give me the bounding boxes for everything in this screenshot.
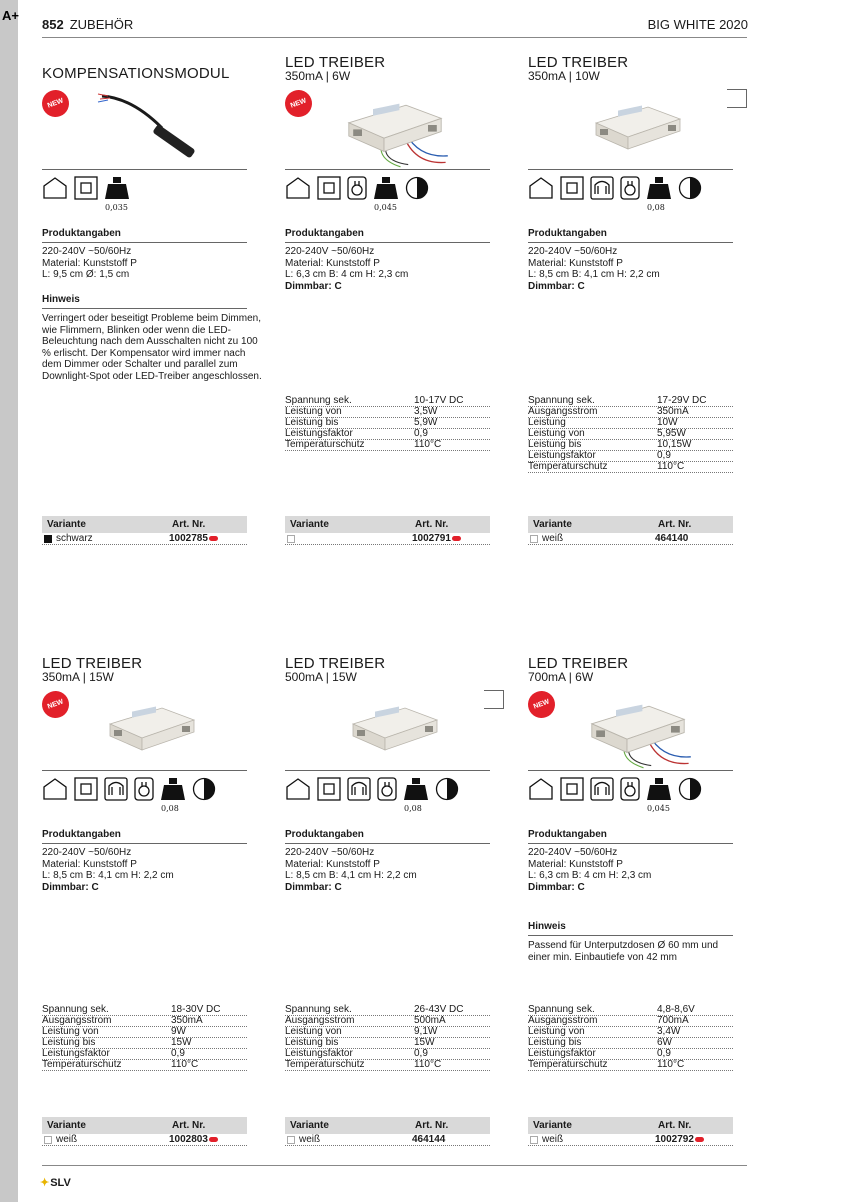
- spec-line: 220-240V ~50/60Hz: [528, 246, 618, 257]
- tech-row: Leistung von 5,95W: [528, 429, 733, 440]
- brand-logo: ✦SLV: [40, 1177, 71, 1189]
- tech-row: Leistungsfaktor 0,9: [528, 1049, 733, 1060]
- article-number: 1002785: [169, 533, 208, 544]
- tech-row: Leistungsfaktor 0,9: [42, 1049, 247, 1060]
- socket-icon: [377, 777, 397, 801]
- page-number: 852: [42, 17, 64, 32]
- ceiling-mount-icon: [74, 777, 98, 801]
- note-heading: Hinweis: [528, 921, 733, 936]
- tech-row: Leistung bis 5,9W: [285, 418, 490, 429]
- tech-row: Temperaturschutz 110°C: [528, 1060, 733, 1071]
- variant-row[interactable]: weiß 1002792: [528, 1134, 733, 1146]
- variant-header: Variante Art. Nr.: [42, 516, 247, 533]
- color-swatch: [287, 535, 295, 543]
- ceiling-mount-icon: [560, 176, 584, 200]
- spec-line: L: 8,5 cm B: 4,1 cm H: 2,2 cm: [285, 870, 417, 881]
- icon-divider: [42, 770, 247, 771]
- tech-row: Spannung sek. 10-17V DC: [285, 396, 490, 407]
- dimmable-class: Dimmbar: C: [528, 881, 585, 893]
- note-text: Passend für Unterputzdosen Ø 60 mm und einer min. Einbautiefe von 42 mm: [528, 940, 719, 963]
- dimmable-class: Dimmbar: C: [285, 280, 342, 292]
- color-swatch: [530, 535, 538, 543]
- new-badge: NEW: [38, 86, 73, 121]
- tech-row: Leistung von 3,4W: [528, 1027, 733, 1038]
- icon-divider: [528, 169, 733, 170]
- product-image: [345, 696, 445, 771]
- weight-value: 0,045: [647, 804, 670, 813]
- spec-list: [528, 246, 743, 292]
- product-title: LED TREIBER: [285, 54, 386, 71]
- spec-line: 220-240V ~50/60Hz: [42, 847, 132, 858]
- house-icon: [285, 176, 311, 200]
- footer-divider: [42, 1165, 747, 1166]
- tech-row: Leistungsfaktor 0,9: [285, 429, 490, 440]
- tech-row: Leistung von 9W: [42, 1027, 247, 1038]
- color-swatch: [287, 1136, 295, 1144]
- ceiling-mount-icon: [74, 176, 98, 200]
- tech-row: Ausgangsstrom 500mA: [285, 1016, 490, 1027]
- product-image: [92, 88, 212, 163]
- product-subtitle: 350mA | 10W: [528, 69, 600, 83]
- ceiling-mount-icon: [560, 777, 584, 801]
- tech-row: Leistung bis 15W: [285, 1038, 490, 1049]
- spec-line: 220-240V ~50/60Hz: [285, 847, 375, 858]
- spec-list: [42, 847, 257, 893]
- house-icon: [42, 176, 68, 200]
- luminaire-icon: [104, 777, 128, 801]
- product-image: [583, 693, 693, 775]
- spec-line: 220-240V ~50/60Hz: [42, 246, 132, 257]
- note-heading: Hinweis: [42, 294, 247, 309]
- socket-icon: [620, 777, 640, 801]
- spec-line: L: 8,5 cm B: 4,1 cm H: 2,2 cm: [528, 269, 660, 280]
- product-title: KOMPENSATIONSMODUL: [42, 65, 230, 82]
- spark-icon: ✦: [40, 1177, 50, 1189]
- tech-row: Spannung sek. 17-29V DC: [528, 396, 733, 407]
- article-number: 464140: [655, 533, 689, 544]
- spec-line: L: 6,3 cm B: 4 cm H: 2,3 cm: [528, 870, 652, 881]
- variant-header: Variante Art. Nr.: [285, 1117, 490, 1134]
- product-subtitle: 350mA | 6W: [285, 69, 351, 83]
- spec-line: L: 6,3 cm B: 4 cm H: 2,3 cm: [285, 269, 409, 280]
- tech-row: Spannung sek. 18-30V DC: [42, 1005, 247, 1016]
- catalog-title: BIG WHITE 2020: [647, 17, 748, 32]
- tech-row: Spannung sek. 26-43V DC: [285, 1005, 490, 1016]
- spec-line: L: 9,5 cm Ø: 1,5 cm: [42, 269, 130, 280]
- product-image: [340, 92, 450, 174]
- tech-row: Temperaturschutz 110°C: [528, 462, 733, 473]
- tech-row: Spannung sek. 4,8-8,6V: [528, 1005, 733, 1016]
- luminaire-icon: [590, 777, 614, 801]
- color-swatch: [44, 1136, 52, 1144]
- tech-table: [528, 1005, 733, 1071]
- spec-line: L: 8,5 cm B: 4,1 cm H: 2,2 cm: [42, 870, 174, 881]
- note-text: Verringert oder beseitigt Probleme beim Dimmen, wie Flimmern, Blinken oder wenn die LED-Beleuchtung nach dem Ausschalten nicht zu 100 % erlischt. Der Kompensator wird immer nach dem Dimmer oder Schalter und parallel zum Downlight-Spot oder LED-Treiber angeschlossen.: [42, 313, 262, 382]
- page-header: [42, 17, 133, 32]
- variant-header: Variante Art. Nr.: [528, 1117, 733, 1134]
- icon-divider: [528, 770, 733, 771]
- color-swatch: [44, 535, 52, 543]
- dimmable-class: Dimmbar: C: [285, 881, 342, 893]
- dimmer-icon: [678, 176, 702, 200]
- product-image: [102, 696, 202, 771]
- tech-table: [285, 396, 490, 451]
- placeholder-box: [727, 89, 747, 108]
- house-icon: [528, 777, 554, 801]
- new-marker-icon: [209, 536, 218, 541]
- dimmer-icon: [192, 777, 216, 801]
- socket-icon: [134, 777, 154, 801]
- new-badge: NEW: [281, 86, 316, 121]
- weight-icon: [160, 777, 186, 801]
- variant-table: [42, 1117, 247, 1146]
- luminaire-icon: [347, 777, 371, 801]
- tech-row: Leistung von 9,1W: [285, 1027, 490, 1038]
- tech-row: Ausgangsstrom 350mA: [528, 407, 733, 418]
- tech-table: [285, 1005, 490, 1071]
- section-title: ZUBEHÖR: [69, 17, 134, 32]
- icon-divider: [285, 770, 490, 771]
- article-number: 1002792: [655, 1134, 694, 1145]
- variant-header: Variante Art. Nr.: [528, 516, 733, 533]
- spec-list: [285, 246, 500, 292]
- ceiling-mount-icon: [317, 777, 341, 801]
- dimmable-class: Dimmbar: C: [42, 881, 99, 893]
- tech-row: Leistung von 3,5W: [285, 407, 490, 418]
- tech-row: Ausgangsstrom 700mA: [528, 1016, 733, 1027]
- tech-row: Leistung bis 15W: [42, 1038, 247, 1049]
- product-title: LED TREIBER: [528, 655, 629, 672]
- variant-table: [42, 516, 247, 545]
- weight-icon: [104, 176, 130, 200]
- luminaire-icon: [590, 176, 614, 200]
- variant-row[interactable]: weiß 1002803: [42, 1134, 247, 1146]
- icon-divider: [42, 169, 247, 170]
- variant-header: Variante Art. Nr.: [285, 516, 490, 533]
- variant-table: [285, 1117, 490, 1146]
- spec-line: Material: Kunststoff P: [42, 858, 137, 870]
- section-heading: Produktangaben: [285, 228, 490, 243]
- spec-list: [42, 246, 257, 281]
- new-marker-icon: [209, 1137, 218, 1142]
- weight-icon: [646, 176, 672, 200]
- article-number: 1002791: [412, 533, 451, 544]
- ceiling-mount-icon: [317, 176, 341, 200]
- article-number: 1002803: [169, 1134, 208, 1145]
- product-subtitle: 700mA | 6W: [528, 670, 594, 684]
- section-heading: Produktangaben: [528, 228, 733, 243]
- weight-icon: [646, 777, 672, 801]
- spec-line: Material: Kunststoff P: [285, 858, 380, 870]
- energy-label: A+: [2, 8, 19, 23]
- weight-value: 0,08: [647, 203, 665, 212]
- tech-row: Leistung bis 10,15W: [528, 440, 733, 451]
- house-icon: [42, 777, 68, 801]
- dimmer-icon: [435, 777, 459, 801]
- variant-table: [285, 516, 490, 545]
- product-title: LED TREIBER: [42, 655, 143, 672]
- house-icon: [285, 777, 311, 801]
- house-icon: [528, 176, 554, 200]
- product-subtitle: 500mA | 15W: [285, 670, 357, 684]
- color-swatch: [530, 1136, 538, 1144]
- weight-value: 0,08: [404, 804, 422, 813]
- product-title: LED TREIBER: [285, 655, 386, 672]
- section-heading: Produktangaben: [285, 829, 490, 844]
- product-title: LED TREIBER: [528, 54, 629, 71]
- spec-line: 220-240V ~50/60Hz: [528, 847, 618, 858]
- variant-table: [528, 1117, 733, 1146]
- header-divider: [42, 37, 747, 38]
- variant-header: Variante Art. Nr.: [42, 1117, 247, 1134]
- spec-line: Material: Kunststoff P: [285, 257, 380, 269]
- side-strip: [0, 0, 18, 1202]
- variant-row[interactable]: schwarz 1002785: [42, 533, 247, 545]
- tech-table: [528, 396, 733, 473]
- new-badge: NEW: [524, 687, 559, 722]
- weight-value: 0,08: [161, 804, 179, 813]
- tech-row: Temperaturschutz 110°C: [42, 1060, 247, 1071]
- variant-row[interactable]: [285, 533, 490, 545]
- section-heading: Produktangaben: [42, 829, 247, 844]
- spec-list: [528, 847, 743, 893]
- tech-row: Ausgangsstrom 350mA: [42, 1016, 247, 1027]
- dimmer-icon: [405, 176, 429, 200]
- tech-row: Leistungsfaktor 0,9: [528, 451, 733, 462]
- spec-line: 220-240V ~50/60Hz: [285, 246, 375, 257]
- icon-divider: [285, 169, 490, 170]
- tech-row: Leistungsfaktor 0,9: [285, 1049, 490, 1060]
- new-marker-icon: [452, 536, 461, 541]
- tech-row: Leistung bis 6W: [528, 1038, 733, 1049]
- variant-row[interactable]: weiß 464144: [285, 1134, 490, 1146]
- placeholder-box: [484, 690, 504, 709]
- new-badge: NEW: [38, 687, 73, 722]
- socket-icon: [620, 176, 640, 200]
- variant-row[interactable]: weiß 464140: [528, 533, 733, 545]
- dimmable-class: Dimmbar: C: [528, 280, 585, 292]
- dimmer-icon: [678, 777, 702, 801]
- tech-row: Leistung 10W: [528, 418, 733, 429]
- spec-list: [285, 847, 500, 893]
- tech-row: Temperaturschutz 110°C: [285, 440, 490, 451]
- spec-line: Material: Kunststoff P: [528, 858, 623, 870]
- socket-icon: [347, 176, 367, 200]
- product-image: [588, 95, 688, 170]
- spec-line: Material: Kunststoff P: [528, 257, 623, 269]
- article-number: 464144: [412, 1134, 446, 1145]
- weight-icon: [373, 176, 399, 200]
- weight-value: 0,045: [374, 203, 397, 212]
- product-subtitle: 350mA | 15W: [42, 670, 114, 684]
- new-marker-icon: [695, 1137, 704, 1142]
- weight-icon: [403, 777, 429, 801]
- tech-row: Temperaturschutz 110°C: [285, 1060, 490, 1071]
- tech-table: [42, 1005, 247, 1071]
- variant-table: [528, 516, 733, 545]
- spec-line: Material: Kunststoff P: [42, 257, 137, 269]
- section-heading: Produktangaben: [528, 829, 733, 844]
- section-heading: Produktangaben: [42, 228, 247, 243]
- weight-value: 0,035: [105, 203, 128, 212]
